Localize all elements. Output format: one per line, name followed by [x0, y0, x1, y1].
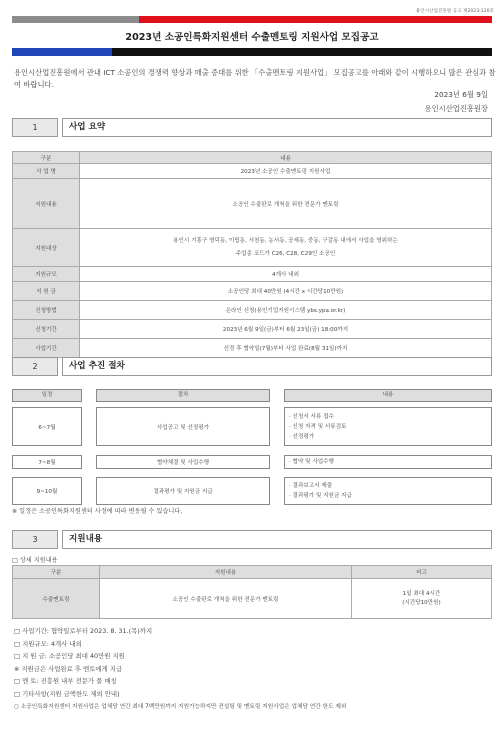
section-number: 3 [12, 530, 58, 549]
step-name: 사업공고 및 선정평가 [96, 407, 270, 446]
step-schedule: 9~10월 [12, 477, 82, 505]
announcement-date: 2023년 6월 9일 [434, 90, 488, 99]
step-details: · 협약 및 사업수행 [284, 455, 492, 469]
section-title: 지원내용 [62, 530, 492, 549]
table-row: 신청기간 2023년 6월 9일(금)부터 6월 23일(금) 18:00까지 [13, 320, 492, 339]
table-row: 수출멘토링 소공인 수출판로 개척을 위한 전문가 멘토링 1일 최대 4시간 (시간당10만원) [13, 579, 492, 619]
list-item: □ 멘 토: 진흥원 내부 전문가 풀 매칭 [14, 677, 117, 686]
detail-subtitle: □ 상세 지원내용 [12, 557, 58, 564]
process-header-content: 내용 [284, 389, 492, 402]
page-title: 2023년 소공인특화지원센터 수출멘토링 지원사업 모집공고 [125, 32, 379, 43]
section-3-header [12, 530, 492, 549]
table-row: 지원내용 소공인 수출판로 개척을 위한 전문가 멘토링 [13, 179, 492, 229]
table-row: 지원대상 용인시 기흥구 영덕동, 이립동, 서천동, 농서동, 공세동, 중동, 구갈동 내에서 사업을 영위하는 주업종 코드가 C26, C28, C29인 소공인 [13, 229, 492, 267]
table-row: 지원규모 4개사 내외 [13, 267, 492, 282]
issuing-organization: 용인시산업진흥원장 [424, 104, 488, 113]
support-details-list [14, 625, 494, 713]
list-item: □ 사업기간: 협약일로부터 2023. 8. 31.(목)까지 [14, 627, 153, 635]
support-table: 구분 지원내용 비고 수출멘토링 소공인 수출판로 개척을 위한 전문가 멘토링 1일 최대 4시간 (시간당10만원) [12, 565, 492, 619]
list-item: □ 지원규모: 4개사 내외 [14, 639, 82, 648]
summary-header-category: 구분 [13, 152, 80, 164]
step-schedule: 7~8월 [12, 455, 82, 469]
intro-paragraph: 용인시산업진흥원에서 관내 ICT 소공인의 경쟁력 향상과 매출 증대를 위한 「수출멘토링 지원사업」 모집공고를 아래와 같이 시행하오니 많은 관심과 참여 바랍니다. [14, 68, 496, 89]
section-title: 사업 요약 [62, 118, 492, 137]
header-bottom-bar [12, 48, 492, 56]
list-item: ○ 소공인특화지원센터 지원사업은 업체당 연간 최대 7백만원까지 지원가능하지만 컨설팅 및 멘토링 지원사업은 업체당 연간 한도 제외 [14, 703, 347, 710]
section-1-header [12, 118, 492, 137]
list-item: ※ 지원금은 사업완료 후 멘토에게 지급 [14, 664, 123, 673]
step-name: 결과평가 및 지원금 지급 [96, 477, 270, 505]
list-item: □ 지 원 금: 소공인당 최대 40만원 지원 [14, 652, 125, 661]
section-title: 사업 추진 절차 [62, 357, 492, 376]
table-row: 사업기간 선정 후 협약일(7월)부터 사업 완료(8월 31일)까지 [13, 339, 492, 358]
step-details: · 결과보고서 제출 · 결과평가 및 지원금 지급 [284, 477, 492, 505]
summary-header-content: 내용 [80, 152, 492, 164]
section-2-header [12, 357, 492, 376]
process-header-step: 절차 [96, 389, 270, 402]
table-row: 지 원 금 소공인당 최대 40만원 (4시간 x 시간당10만원) [13, 282, 492, 301]
section-number: 1 [12, 118, 58, 137]
document-number: 용인시산업진흥원 공고 제2023-120호 [415, 9, 494, 14]
schedule-note: ※ 일정은 소공인특화지원센터 사정에 따라 변동될 수 있습니다. [12, 508, 183, 515]
header-top-bar [12, 16, 492, 23]
process-header-schedule: 일정 [12, 389, 82, 402]
section-number: 2 [12, 357, 58, 376]
step-name: 협약체결 및 사업수행 [96, 455, 270, 469]
table-row: 신청방법 온라인 신청(용인기업지원시스템 ybs.ypa.or.kr) [13, 301, 492, 320]
table-row: 사 업 명 2023년 소공인 수출멘토링 지원사업 [13, 164, 492, 179]
list-item: □ 기타사항(지원 금액한도 제외 안내) [14, 689, 120, 698]
step-details: · 신청서 서류 접수 · 신청 자격 및 서류검토 · 선정평가 [284, 407, 492, 446]
summary-table [12, 151, 492, 358]
step-schedule: 6~7월 [12, 407, 82, 446]
